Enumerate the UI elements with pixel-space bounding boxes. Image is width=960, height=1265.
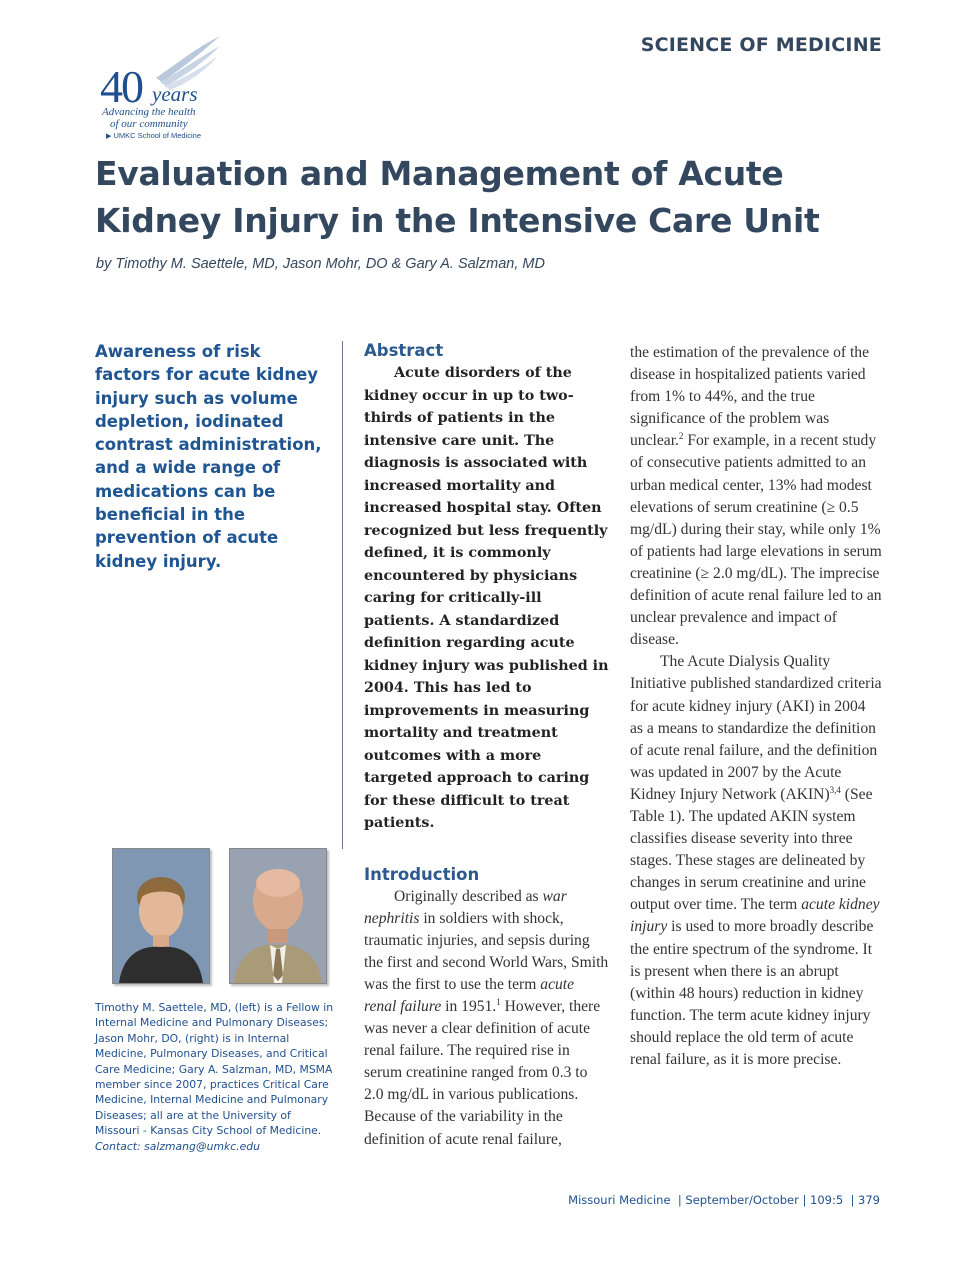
person-icon <box>230 849 326 983</box>
introduction-heading: Introduction <box>364 864 480 884</box>
intro-text-a: Originally described as <box>394 887 543 905</box>
prevalence-paragraph <box>630 342 882 651</box>
akin-em-acute-kidney-injury: acute kidney injury <box>630 896 880 936</box>
caption-contact: Contact: salzmang@umkc.edu <box>95 1139 260 1153</box>
logo-number: 40 <box>100 61 142 112</box>
logo-school <box>106 131 201 140</box>
byline: by Timothy M. Saettele, MD, Jason Mohr, DO & Gary A. Salzman, MD <box>96 256 545 272</box>
title-line-2: Kidney Injury in the Intensive Care Unit <box>95 201 820 240</box>
footer-separator: | <box>677 1193 682 1207</box>
logo-word: years <box>152 82 198 106</box>
citation-2: 2 <box>678 431 684 442</box>
abstract-body: Acute disorders of the kidney occur in up to two-thirds of patients in the intensive care unit. The diagnosis is associated with increased mortality and increased hospital stay. Often recognized but less frequently defined, it is commonly encountered by physicians caring for critically-ill patients. A standardized definition regarding acute kidney injury was published in 2004. This has led to improvements in measuring mortality and treatment outcomes with a more targeted approach to caring for these difficult to treat patients. <box>364 365 609 831</box>
column-middle <box>364 340 610 1151</box>
author-photos <box>112 848 324 984</box>
section-label: SCIENCE OF MEDICINE <box>640 34 882 56</box>
author-caption <box>95 1000 335 1154</box>
citation-1: 1 <box>496 996 501 1007</box>
title-line-1: Evaluation and Management of Acute <box>95 154 784 193</box>
anniversary-logo <box>96 34 246 146</box>
footer-journal: Missouri Medicine <box>568 1193 671 1207</box>
footer-page: 379 <box>858 1193 880 1207</box>
intro-em-acute-renal-failure: acute renal failure <box>364 975 575 1015</box>
footer-separator: | <box>850 1193 855 1207</box>
abstract-heading: Abstract <box>364 341 444 360</box>
akin-paragraph <box>630 651 882 1071</box>
column-divider <box>342 341 343 849</box>
footer-volume: 109:5 <box>810 1193 844 1207</box>
intro-text-c: in 1951. <box>441 997 497 1015</box>
footer-issue: September/October <box>685 1193 799 1207</box>
triangle-icon: ▶ <box>106 133 112 140</box>
intro-em-war-nephritis: war nephritis <box>364 887 567 927</box>
logo-tagline-1: Advancing the health <box>102 106 196 118</box>
akin-text-b: (See Table 1). The updated AKIN system classifies disease severity into three stages. These stages are delineated by changes in serum creatinine and urine output over time. The term <box>630 785 873 914</box>
author-photo-right <box>229 848 327 984</box>
footer-separator: | <box>802 1193 807 1207</box>
logo-tagline-2: of our community <box>110 118 188 130</box>
intro-text-b: in soldiers with shock, traumatic injuries, and sepsis during the first and second World Wars, Smith was the first to use the term <box>364 909 609 993</box>
introduction-paragraph <box>364 886 610 1151</box>
prevalence-text-a: the estimation of the prevalence of the disease in hospitalized patients varied from 1% to 44%, and the true significance of the problem was unclear. <box>630 344 870 450</box>
caption-text: Timothy M. Saettele, MD, (left) is a Fellow in Internal Medicine and Pulmonary Diseases; Jason Mohr, DO, (right) is in Internal Medicine, Pulmonary Diseases, and Critical Care Medicine; Gary A. Salzman, MD, MSMA member since 2007, practices Critical Care Medicine, Internal Medicine and Pulmonary Diseases; all are at the University of Missouri - Kansas City School of Medicine. <box>95 1001 334 1138</box>
article-title <box>95 150 855 244</box>
intro-text-d: However, there was never a clear definition of acute renal failure. The required rise in serum creatinine ranged from 0.3 to 2.0 mg/dL in various publications. Because of the variability in the definition of acute renal failure, <box>364 997 601 1148</box>
author-photo-left <box>112 848 210 984</box>
prevalence-text-b: For example, in a recent study of consecutive patients admitted to an urban medical center, 13% had modest elevations of serum creatinine (≥ 0.5 mg/dL) during their stay, while only 1% of patients had large elevations in serum creatinine (≥ 2.0 mg/dL). The imprecise definition of acute renal failure led to an unclear prevalence and impact of disease. <box>630 432 882 649</box>
person-icon <box>113 849 209 983</box>
citation-3-4: 3,4 <box>829 784 841 795</box>
page-footer <box>568 1193 880 1207</box>
akin-text-c: is used to more broadly describe the entire spectrum of the syndrome. It is present when there is an abrupt (within 48 hours) reduction in kidney function. The term acute kidney injury should replace the old term of acute renal failure, as it is more precise. <box>630 918 874 1068</box>
logo-school-text: UMKC School of Medicine <box>113 131 202 140</box>
akin-text-a: The Acute Dialysis Quality Initiative published standardized criteria for acute kidney injury (AKI) in 2004 as a means to standardize the definition of acute renal failure, and the definition was updated in 2007 by the Acute Kidney Injury Network (AKIN) <box>630 653 882 803</box>
column-right <box>630 342 882 1071</box>
pull-quote: Awareness of risk factors for acute kidney injury such as volume depletion, iodinated contrast administration, and a wide range of medications can be beneficial in the prevention of acute kidney injury. <box>95 342 322 571</box>
